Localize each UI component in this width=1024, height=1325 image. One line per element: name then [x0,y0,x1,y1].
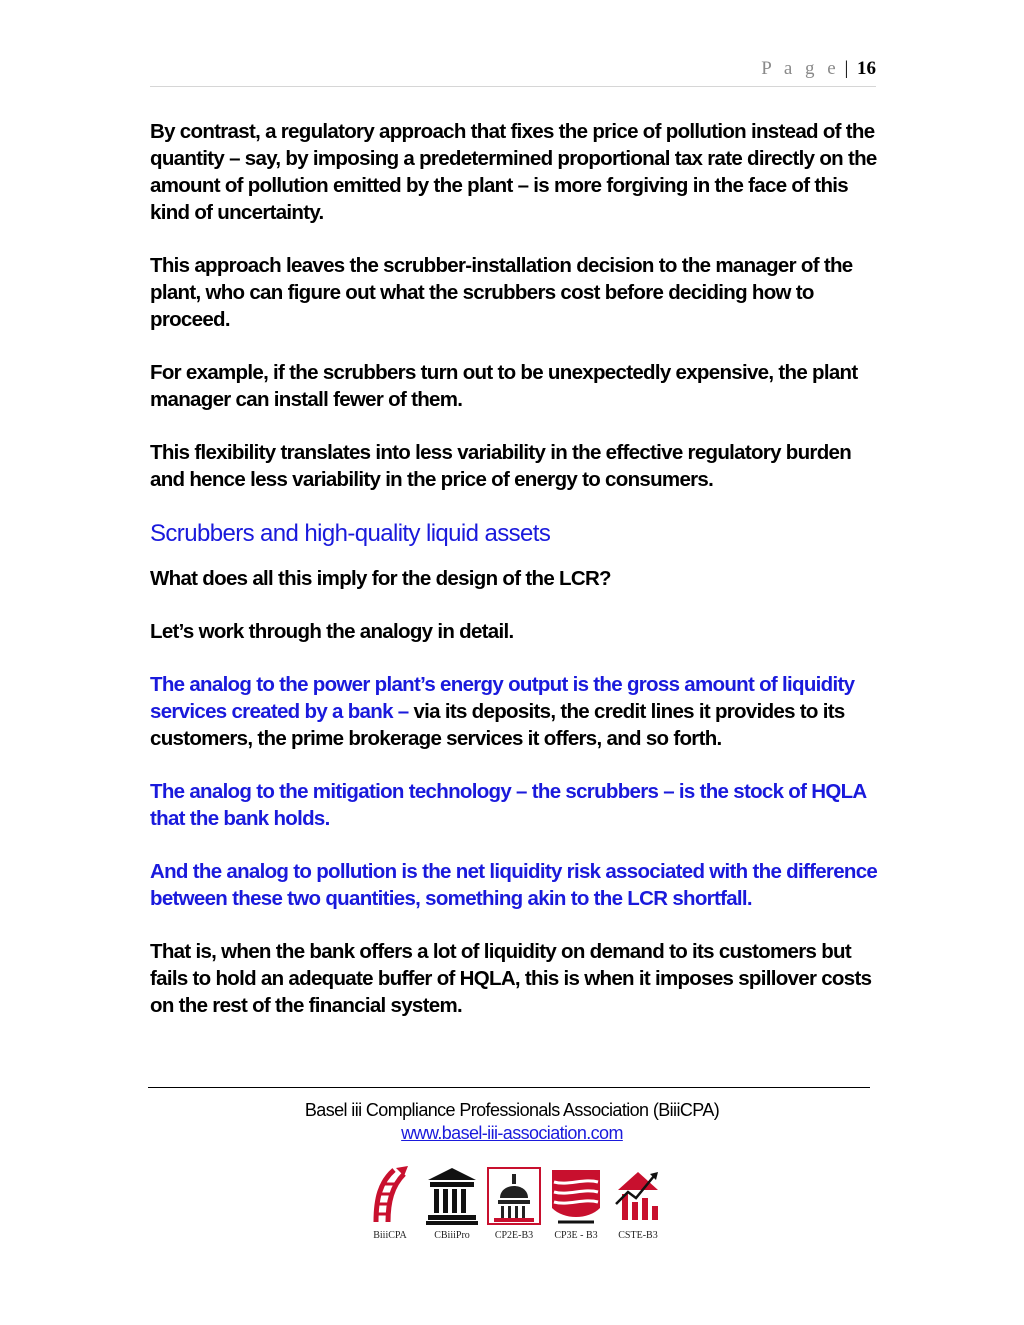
capitol-dome-logo-icon [486,1164,542,1226]
paragraph-lcr-question: What does all this imply for the design of the LCR? [150,567,611,590]
paragraph-manager-decision: This approach leaves the scrubber-installation decision to the manager of the plant, who can figure out what the scrubbers cost before deciding how to proceed. [150,254,853,331]
page-number: 16 [857,58,876,79]
paragraph-analogy-intro: Let’s work through the analogy in detail. [150,620,514,643]
paragraph-energy-analog [150,671,880,752]
logo-cp2e-b3 [484,1164,544,1254]
logo-label: CSTE-B3 [618,1230,658,1241]
page-separator: | [844,58,849,79]
footer-divider [148,1087,870,1088]
paragraph-pollution-analog: And the analog to pollution is the net liquidity risk associated with the difference between these two quantities, something akin to the LCR shortfall. [150,860,878,910]
paragraph-mitigation-analog: The analog to the mitigation technology – the scrubbers – is the stock of HQLA that the bank holds. [150,780,866,830]
footer-organization: Basel iii Compliance Professionals Association (BiiiCPA) [304,1100,720,1120]
section-heading: Scrubbers and high-quality liquid assets [150,520,551,547]
paragraph-spillover: That is, when the bank offers a lot of liquidity on demand to its customers but fails to hold an adequate buffer of HQLA, this is when it imposes spillover costs on the rest of the financial system. [150,940,872,1017]
document-body [150,118,880,1045]
paragraph-flexibility: This flexibility translates into less variability in the effective regulatory burden and hence less variability in the price of energy to consumers. [150,441,852,491]
logo-cp3e-b3 [546,1164,606,1254]
logo-label: CP3E - B3 [554,1230,598,1241]
logo-cste-b3 [608,1164,668,1254]
logo-label: CBiiiPro [434,1230,470,1241]
chart-arrow-logo-icon [614,1164,662,1226]
shield-stripes-logo-icon [548,1164,604,1226]
logo-label: BiiiCPA [373,1230,407,1241]
logo-biiicpa [360,1164,420,1254]
logo-label: CP2E-B3 [494,1230,534,1241]
page-label: P a g e [761,58,840,79]
paragraph-example: For example, if the scrubbers turn out to be unexpectedly expensive, the plant manager can install fewer of them. [150,361,858,411]
ladder-logo-icon [366,1164,414,1226]
bank-building-logo-icon [424,1164,480,1226]
energy-analog-highlight: The analog to the power plant’s energy output is the gross amount of liquidity services created by a bank – [150,673,855,723]
footer-website [150,1123,874,1144]
logo-cbiiipro [422,1164,482,1254]
association-logos [360,1164,660,1254]
website-link[interactable]: www.basel-iii-association.com [401,1123,623,1143]
energy-analog-rest: via its deposits, the credit lines it provides to its customers, the prime brokerage services it offers, and so forth. [150,700,845,750]
page-header [150,58,876,87]
paragraph-price-approach: By contrast, a regulatory approach that fixes the price of pollution instead of the quantity – say, by imposing a predetermined proportional tax rate directly on the amount of pollution emitted by the plant – is more forgiving in the face of this kind of uncertainty. [150,120,877,224]
